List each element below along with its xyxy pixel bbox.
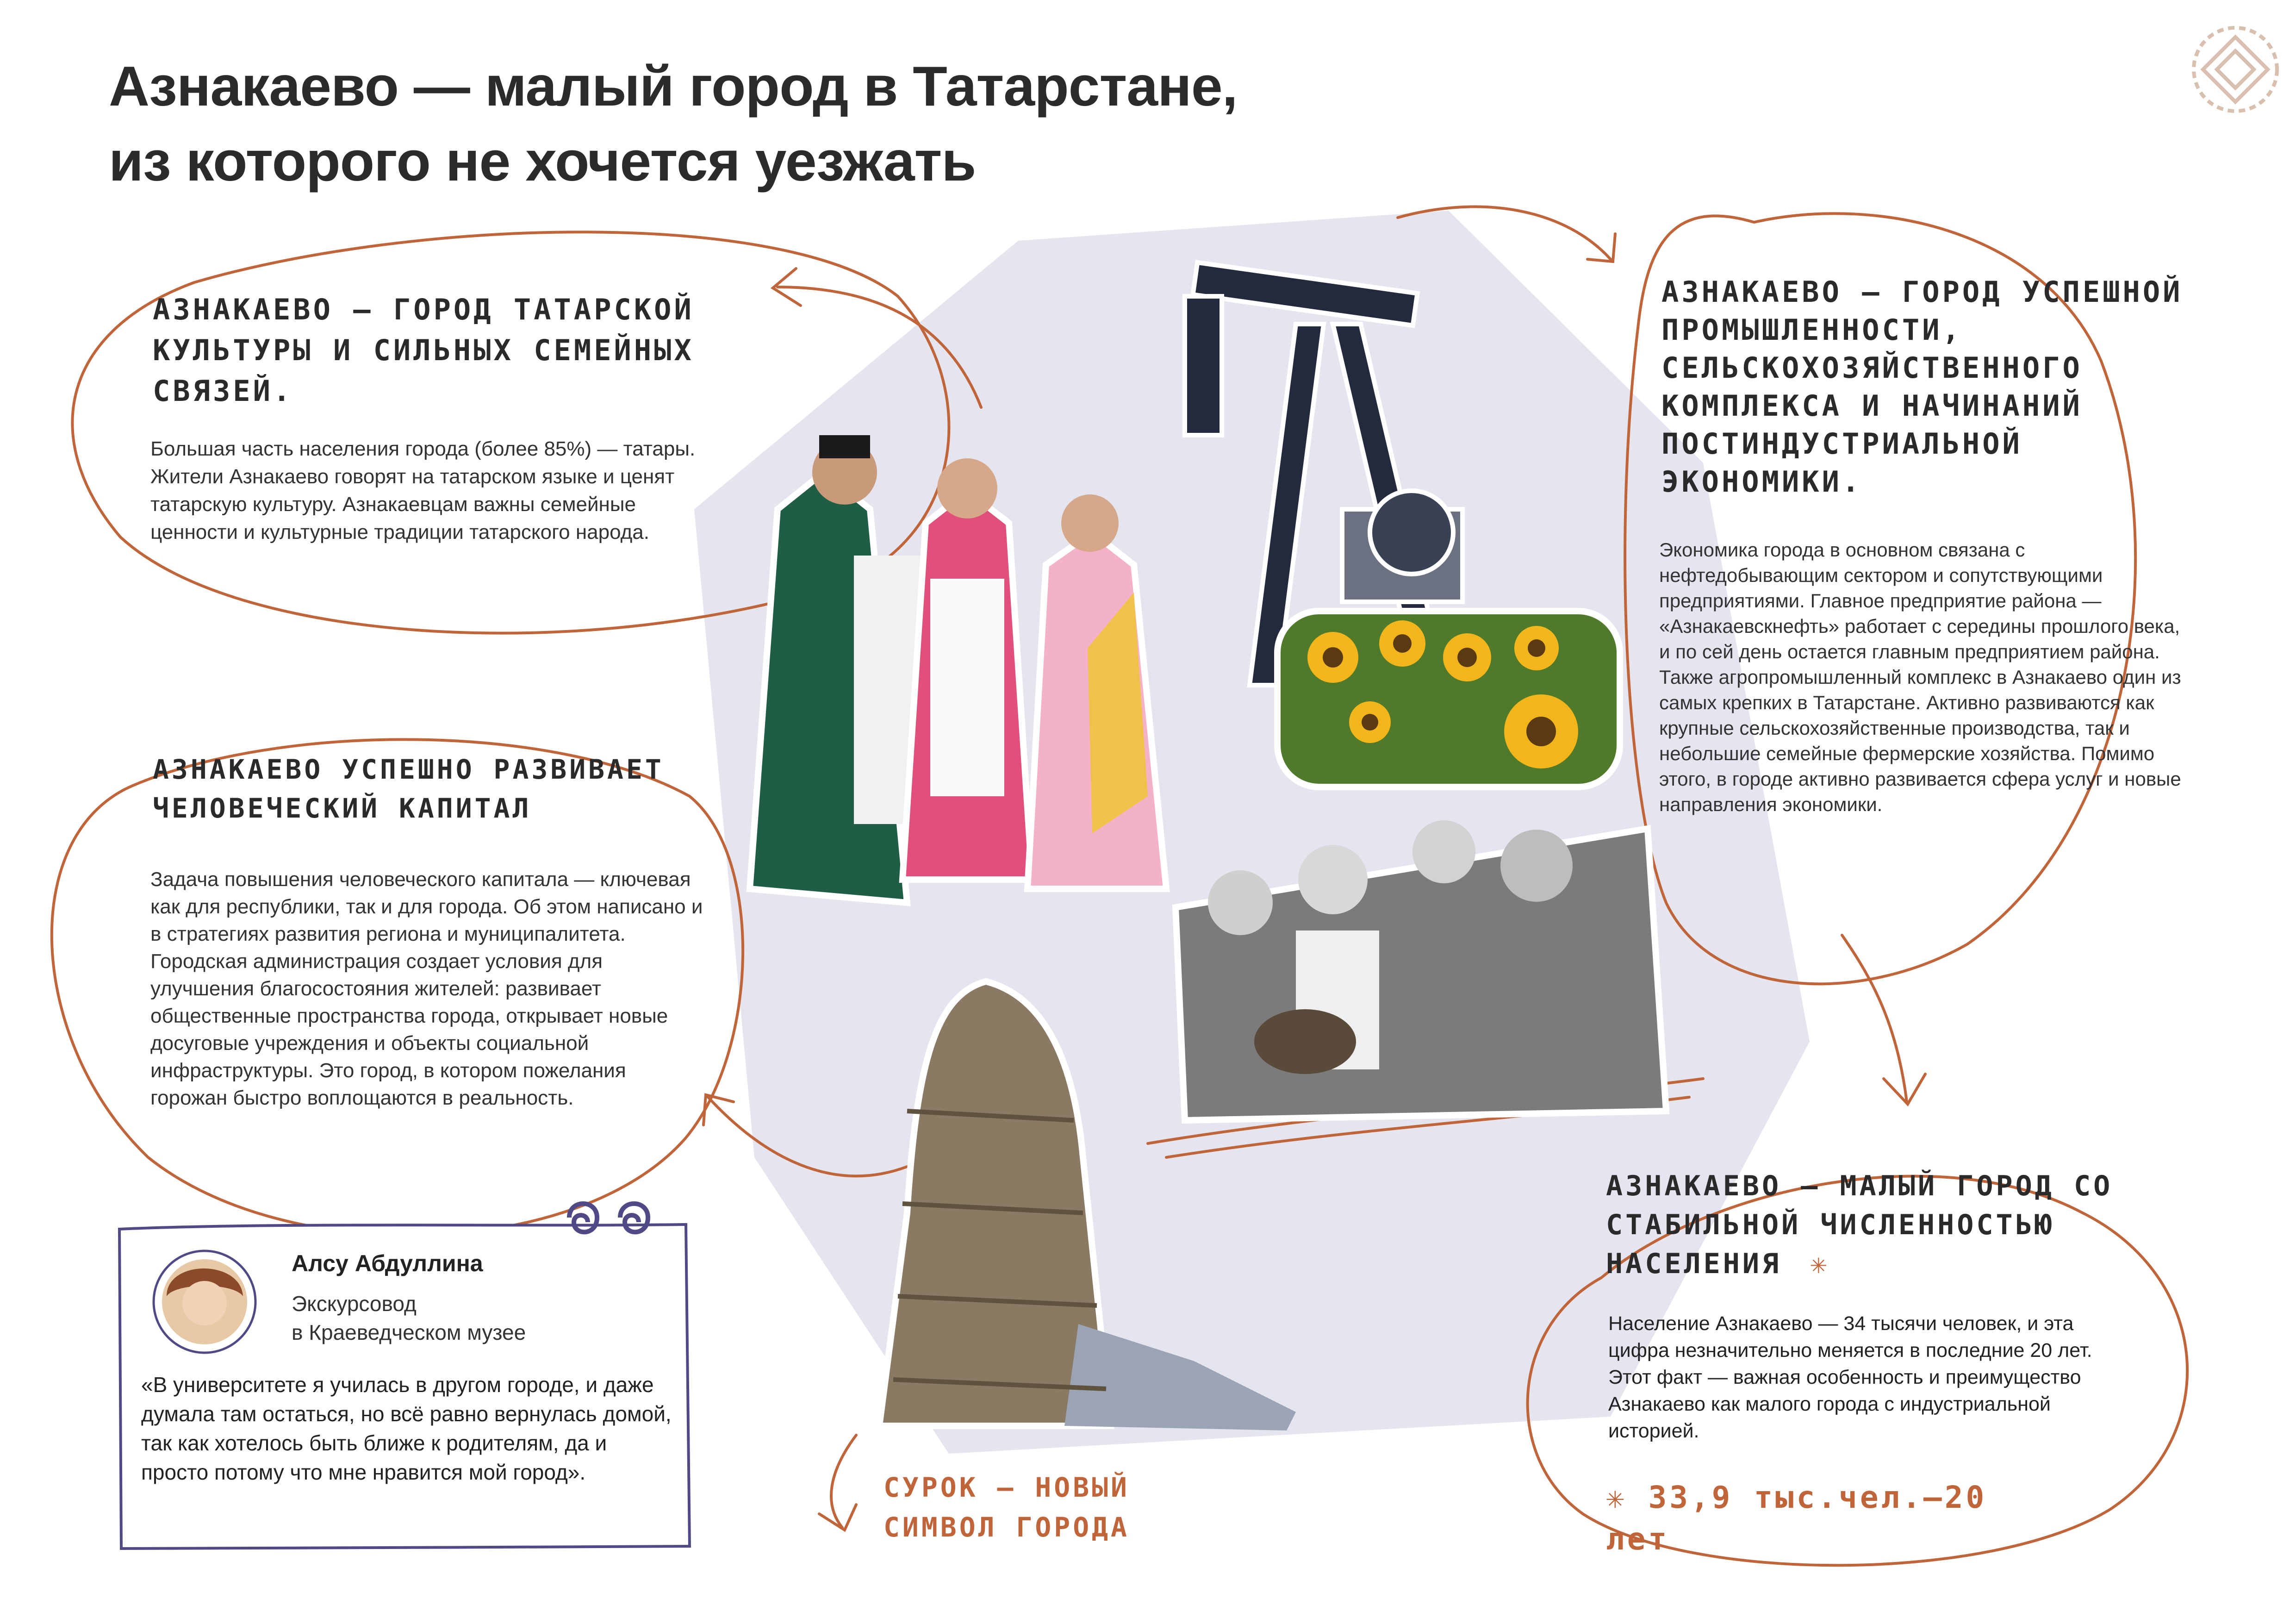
quote-author-role <box>292 1289 526 1347</box>
culture-heading: АЗНАКАЕВО — ГОРОД ТАТАРСКОЙ КУЛЬТУРЫ И СИЛЬНЫХ СЕМЕЙНЫХ СВЯЗЕЙ. <box>153 293 694 408</box>
population-stat: ✳ 33,9 тыс.чел.—20 лет <box>1606 1480 1987 1557</box>
population-heading-text: АЗНАКАЕВО — МАЛЫЙ ГОРОД СО СТАБИЛЬНОЙ ЧИСЛЕННОСТЬЮ НАСЕЛЕНИЯ <box>1606 1170 2113 1280</box>
industry-text: Экономика города в основном связана с нефтедобывающим сектором и сопутствующими предприятиями. Главное предприятие района — «Азнакаевскнефть» работает с середины прошлого века, и по сей день остается главным предприятием района. Также агропромышленный комплекс в Азнакаево один из самых крепких в Татарстане. Активно развиваются как крупные сельскохозяйственные производства, так и небольшие семейные фермерские хозяйства. Помимо этого, в городе активно развивается сфера услуг и новые направления экономики. <box>1659 539 2181 815</box>
avatar <box>154 1251 255 1353</box>
quote-author-name: Алсу Абдуллина <box>292 1250 483 1276</box>
industry-heading: АЗНАКАЕВО — ГОРОД УСПЕШНОЙ ПРОМЫШЛЕННОСТИ, СЕЛЬСКОХОЗЯЙСТВЕННОГО КОМПЛЕКСА И НАЧИНАНИЙ ПОСТИНДУСТРИАЛЬНОЙ ЭКОНОМИКИ. <box>1661 275 2183 499</box>
quote-role-line-1: Экскурсовод <box>292 1292 417 1316</box>
star-icon: ✳ <box>1810 1248 1830 1280</box>
quote-text: «В университете я училась в другом городе, и даже думала там остаться, но всё равно вернулась домой, так как хотелось быть ближе к родителям, да и просто потому что мне нравится мой город». <box>141 1373 672 1484</box>
quote-role-line-2: в Краеведческом музее <box>292 1320 526 1344</box>
title-line-2: из которого не хочется уезжать <box>109 130 976 193</box>
culture-text: Большая часть населения города (более 85%) — татары. Жители Азнакаево говорят на татарском языке и ценят татарскую культуру. Азнакаевцам важны семейные ценности и культурные традиции татарского народа. <box>150 437 696 543</box>
marmot-caption: СУРОК — НОВЫЙ СИМВОЛ ГОРОДА <box>884 1472 1130 1543</box>
human-capital-text: Задача повышения человеческого капитала — ключевая как для республики, так и для города. Об этом написано и в стратегиях развития региона и муниципалитета. Городская администрация создает условия для улучшения благосостояния жителей: развивает общественные пространства города, открывает новые досуговые учреждения и объекты социальной инфраструктуры. Это город, в котором пожелания горожан быстро воплощаются в реальность. <box>150 868 703 1109</box>
title-line-1: Азнакаево — малый город в Татарстане, <box>109 55 1238 118</box>
population-text: Население Азнакаево — 34 тысячи человек, и эта цифра незначительно меняется в последние 20 лет. Этот факт — важная особенность и преимущество Азнакаево как малого города с индустриальной историей. <box>1608 1312 2092 1442</box>
human-capital-heading: АЗНАКАЕВО УСПЕШНО РАЗВИВАЕТ ЧЕЛОВЕЧЕСКИЙ КАПИТАЛ <box>153 754 664 824</box>
